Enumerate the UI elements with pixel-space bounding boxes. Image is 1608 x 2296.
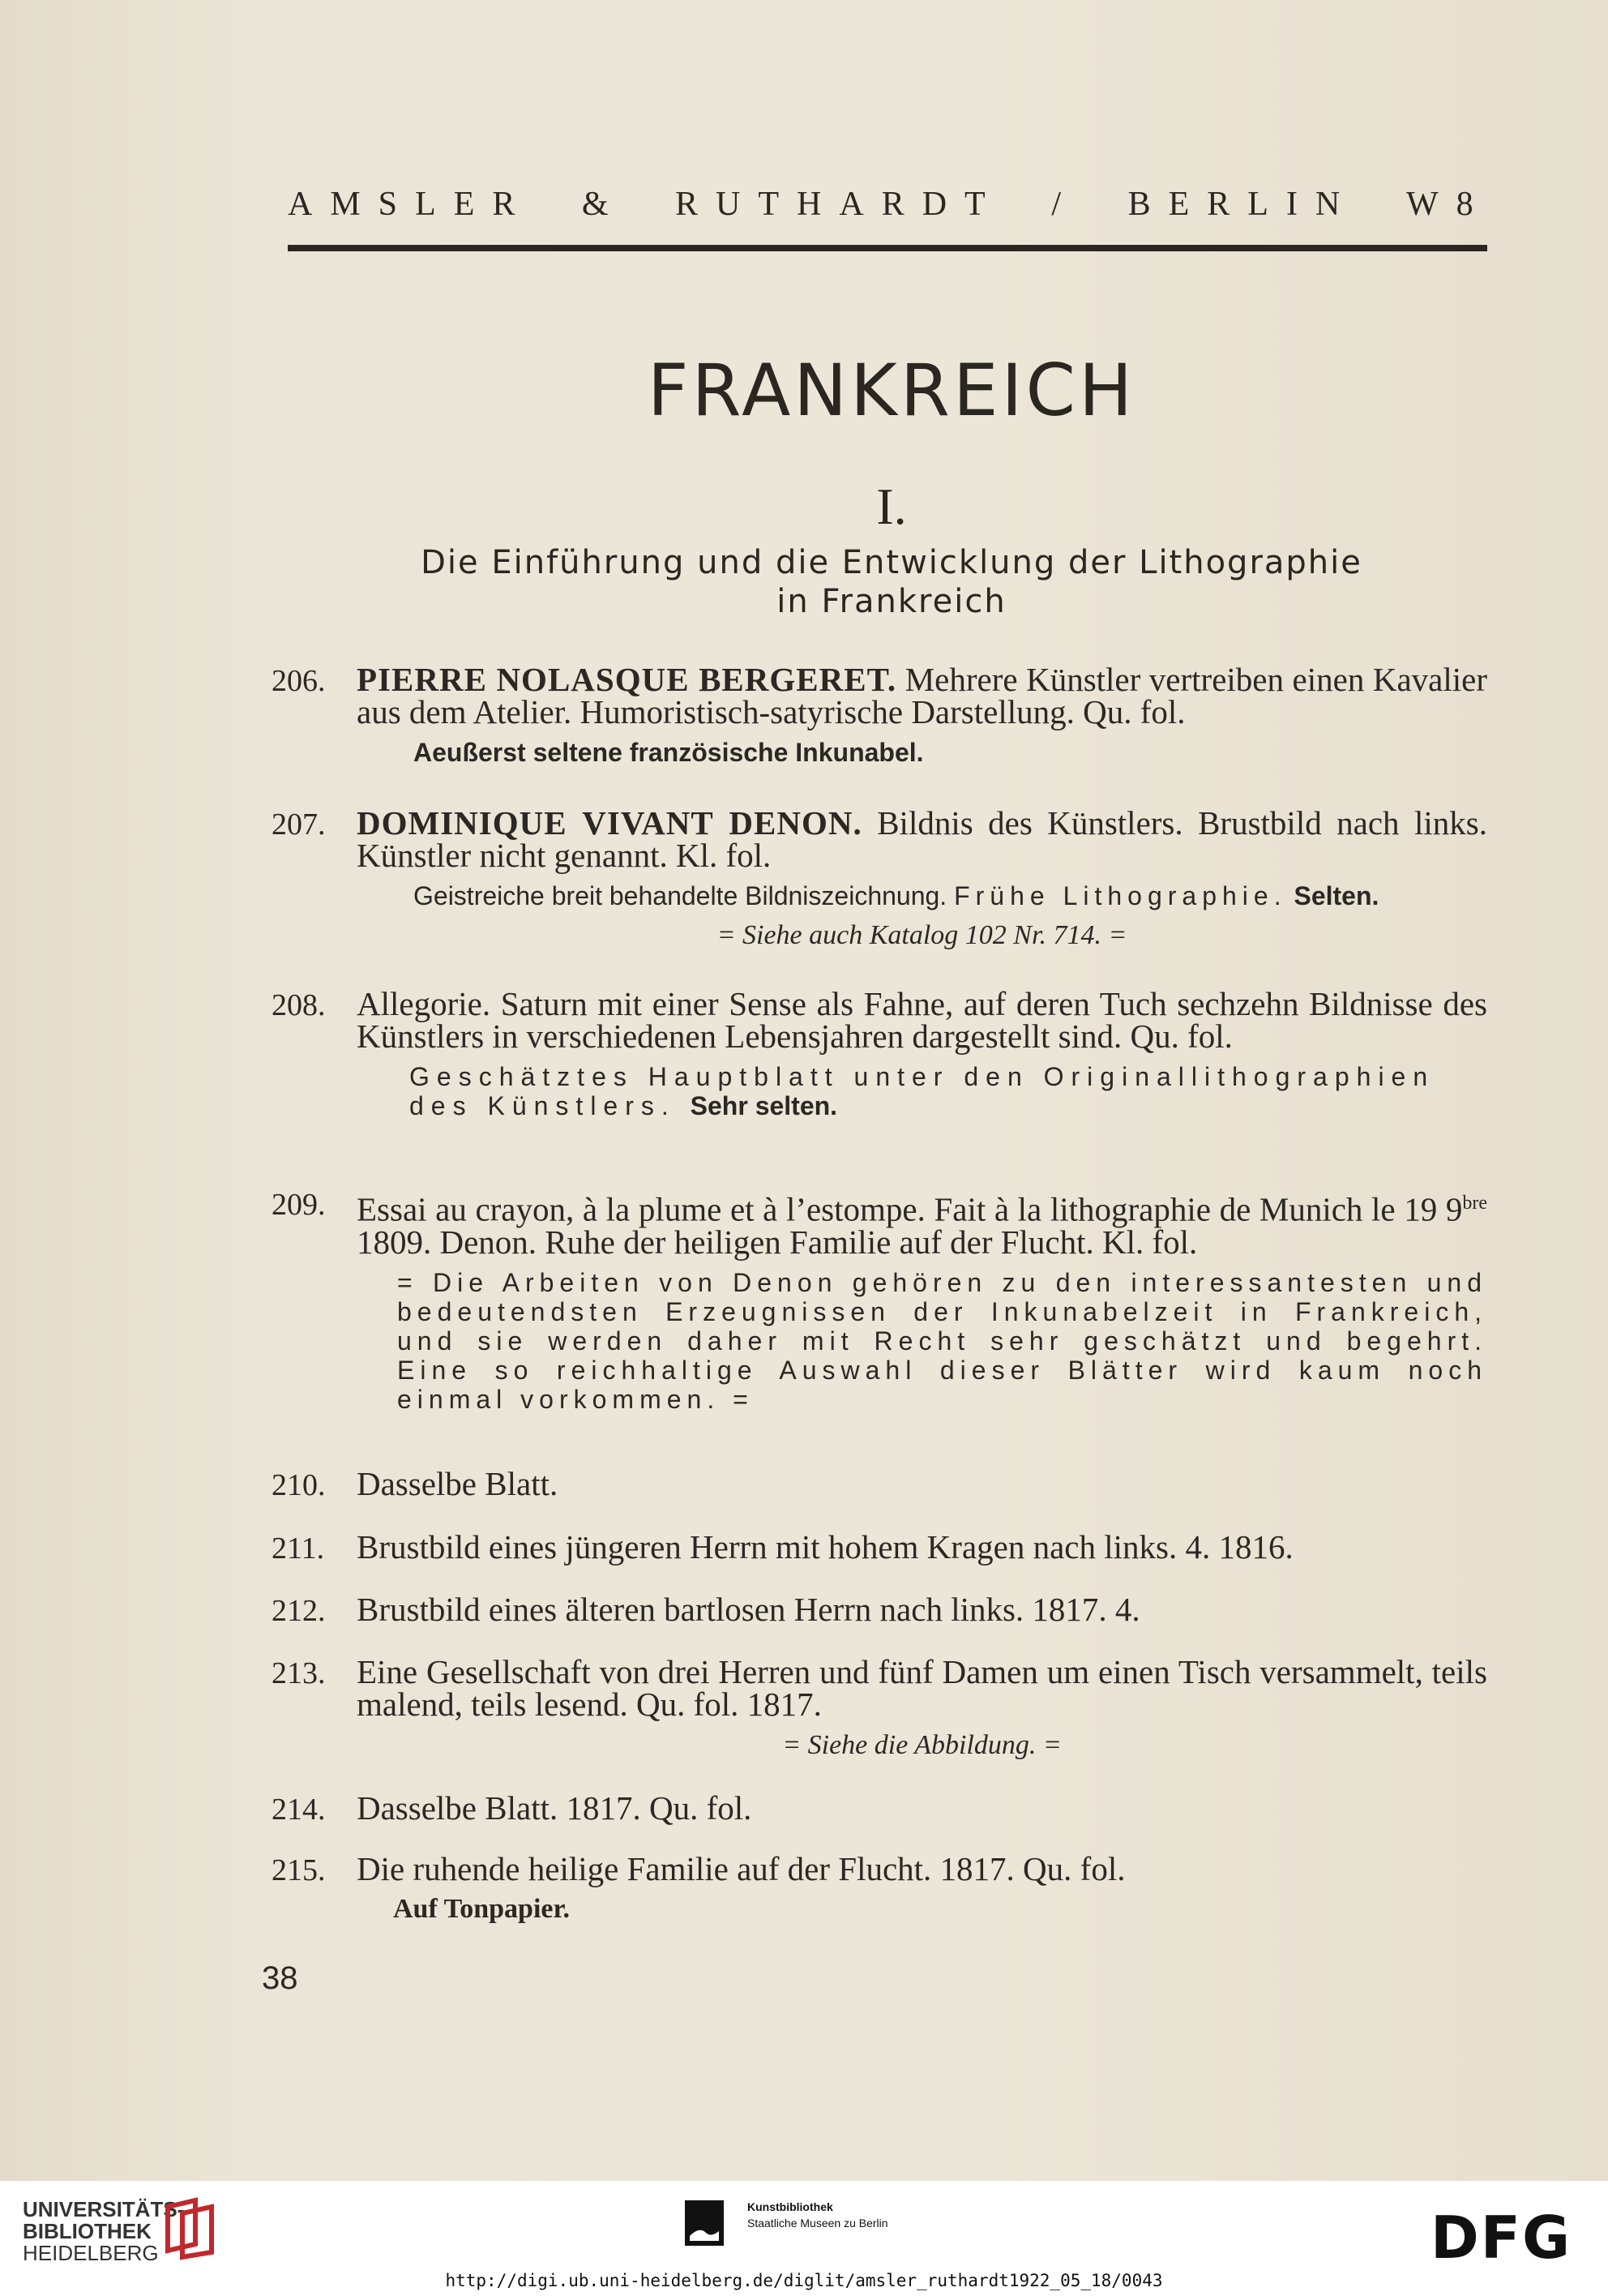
entry-213 [272, 1653, 1487, 1761]
cross-reference: = Siehe die Abbildung. = [782, 1730, 1062, 1760]
entry-211 [272, 1528, 1487, 1566]
entry-number: 210. [272, 1468, 326, 1502]
entry-description: Brustbild eines älteren bartlosen Herrn nach links. 1817. 4. [357, 1591, 1140, 1628]
entry-description: Allegorie. Saturn mit einer Sense als Fahne, auf deren Tuch sechzehn Bildnisse des Künstlers in verschiedenen Lebensjahren dargestellt sind. Qu. fol. [357, 985, 1487, 1055]
entry-note: = Die Arbeiten von Denon gehören zu den interessantesten und bedeutendsten Erzeugnissen der Inkunabelzeit in Frankreich, und sie werden daher mit Recht sehr geschätzt und begehrt. Eine so reichhaltige Auswahl dieser Blätter wird kaum noch einmal vorkommen. = [397, 1267, 1487, 1414]
note-spaced: Frühe Lithographie. [954, 881, 1287, 910]
kunstbibliothek-name [747, 2199, 888, 2231]
artist-name: PIERRE NOLASQUE BERGERET. [357, 661, 897, 698]
subtitle-line-2: in Frankreich [776, 583, 1007, 620]
permalink-url[interactable]: http://digi.ub.uni-heidelberg.de/diglit/amsler_ruthardt1922_05_18/0043 [445, 2271, 1163, 2290]
entry-208 [272, 987, 1487, 1120]
subtitle-line-1: Die Einführung und die Entwicklung der Lithographie [421, 544, 1362, 581]
kb-line-2: Staatliche Museen zu Berlin [747, 2217, 888, 2230]
entry-number: 214. [272, 1793, 326, 1827]
entry-text [357, 663, 1487, 728]
publisher-header: AMSLER & RUTHARDT / BERLIN W8 [288, 186, 1491, 223]
note-rarity: Sehr selten. [690, 1091, 838, 1120]
note-spaced: Geschätztes Hauptblatt unter den Originallithographien des Künstlers. [409, 1062, 1435, 1120]
entry-description: Bildnis des Künstlers. Brustbild nach links. Künstler nicht genannt. Kl. fol. [357, 804, 1487, 874]
entry-description: Dasselbe Blatt. 1817. Qu. fol. [357, 1789, 752, 1827]
entry-text [357, 804, 1487, 874]
entry-description: Dasselbe Blatt. [357, 1465, 558, 1502]
dfg-logo: DFG [1431, 2204, 1572, 2272]
entry-description: Die ruhende heilige Familie auf der Flucht. 1817. Qu. fol. [357, 1850, 1126, 1887]
entry-206 [272, 663, 1487, 767]
entry-number: 207. [272, 807, 326, 842]
page-number: 38 [262, 1960, 298, 1996]
entry-215 [272, 1850, 1487, 1924]
entry-number: 215. [272, 1853, 326, 1887]
uni-line-1: UNIVERSITÄTS- [23, 2197, 185, 2221]
entry-description: Eine Gesellschaft von drei Herren und fünf Damen um einen Tisch versammelt, teils malend, teils lesend. Qu. fol. 1817. [357, 1653, 1487, 1723]
entry-number: 212. [272, 1594, 326, 1628]
section-subtitle [0, 543, 1608, 621]
description-part-1: Essai au crayon, à la plume et à l’estompe. Fait à la lithographie de Munich le 19 9 [357, 1190, 1463, 1228]
university-library-logo-icon [158, 2195, 223, 2260]
entry-number: 211. [272, 1531, 325, 1566]
entry-number: 206. [272, 664, 326, 698]
entry-description: Brustbild eines jüngeren Herrn mit hohem Kragen nach links. 4. 1816. [357, 1528, 1294, 1566]
kb-line-1: Kunstbibliothek [747, 2200, 833, 2213]
entry-209 [272, 1187, 1487, 1414]
entry-number: 208. [272, 988, 326, 1022]
entry-212 [272, 1593, 1487, 1626]
entry-214 [272, 1789, 1487, 1827]
uni-line-2: BIBLIOTHEK [23, 2219, 152, 2243]
note-text: Geistreiche breit behandelte Bildniszeichnung. [413, 881, 947, 910]
entry-number: 213. [272, 1656, 326, 1690]
entry-note: Aeußerst seltene französische Inkunabel. [413, 738, 924, 767]
entry-number: 209. [272, 1188, 326, 1222]
header-rule [288, 245, 1487, 251]
uni-line-3: HEIDELBERG [23, 2241, 159, 2265]
entry-description [357, 1187, 1487, 1261]
entry-207 [272, 804, 1487, 951]
note-rarity: Selten. [1294, 881, 1379, 910]
superscript: bre [1462, 1193, 1487, 1214]
page-title: FRANKREICH [647, 349, 1136, 432]
section-numeral: I. [876, 478, 907, 535]
entry-210 [272, 1467, 1487, 1500]
entry-note [413, 881, 1487, 910]
entry-note: Auf Tonpapier. [393, 1894, 570, 1924]
cross-reference: = Siehe auch Katalog 102 Nr. 714. = [716, 920, 1127, 950]
digitization-footer [0, 2181, 1608, 2296]
entry-description: Mehrere Künstler vertreiben einen Kavalier aus dem Atelier. Humoristisch-satyrische Darstellung. Qu. fol. [357, 661, 1487, 730]
artist-name: DOMINIQUE VIVANT DENON. [357, 804, 862, 842]
description-part-2: 1809. Denon. Ruhe der heiligen Familie auf der Flucht. Kl. fol. [357, 1223, 1198, 1261]
entry-note [409, 1062, 1487, 1120]
kunstbibliothek-logo-icon [685, 2200, 724, 2246]
